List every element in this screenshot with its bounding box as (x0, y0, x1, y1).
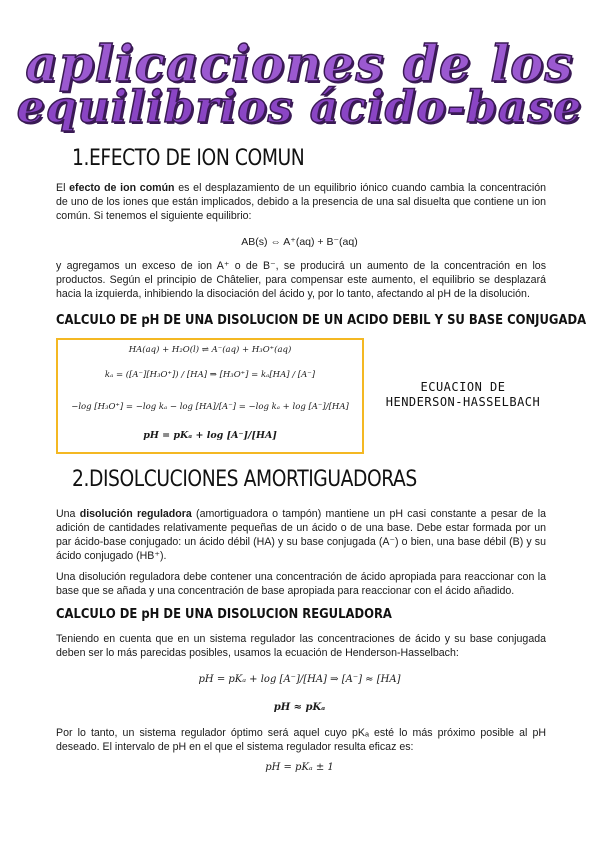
section2-heading: 2.DISOLCUCIONES AMORTIGUADORAS (72, 467, 417, 492)
equilibrium-equation: AB(s) ⇔ A⁺(aq) + B⁻(aq) (241, 236, 358, 248)
formula-box (56, 338, 364, 454)
henderson-hasselbach-label: ECUACION DE HENDERSON-HASSELBACH (385, 380, 541, 409)
title-line-1: aplicaciones de los (25, 34, 574, 93)
subheading-buffer: CALCULO DE pH DE UNA DISOLUCION REGULADORA (56, 606, 392, 622)
section1-heading: 1.EFECTO DE ION COMUN (72, 146, 305, 171)
section1-paragraph2: y agregamos un exceso de ion A⁺ o de B⁻, se producirá un aumento de la concentración en los productos. Según el principio de Châtelier, para compensar este aumento, el equilibrio se desplazará hacia la izquierda, inhibiendo la disociación del ácido y, por lo tanto, afectando al pH de la disolución. (56, 260, 546, 300)
term-efecto-ion-comun: efecto de ion común (69, 182, 175, 194)
section3-paragraph2: Por lo tanto, un sistema regulador óptimo será aquel cuyo pKₐ esté lo más próximo posible al pH deseado. El intervalo de pH en el que el sistema regulador resulta eficaz es: (56, 727, 546, 753)
section1-paragraph1: El efecto de ion común es el desplazamiento de un equilibrio iónico cuando cambia la concentración de uno de los iones que están implicados, debido a la presencia de una sal disuelta que contiene un ion común. Si tenemos el siguiente equilibrio: (56, 182, 546, 222)
section2-paragraph1: Una disolución reguladora (amortiguadora o tampón) mantiene un pH casi constante a pesar de la adición de cantidades relativamente pequeñas de un ácido o de una base. Debe estar formada por un par ácido-base conjugado: un ácido débil (HA) y su base conjugada (A⁻) o bien, una base débil (B) y su ácido conjugado (HB⁺). (56, 508, 546, 562)
term-disolucion-reguladora: disolución reguladora (79, 508, 192, 520)
section3-paragraph1: Teniendo en cuenta que en un sistema regulador las concentraciones de ácido y su base conjugada deben ser lo más parecidas posibles, usamos la ecuación de Henderson-Hasselbach: (56, 633, 546, 659)
subheading-weak-acid: CALCULO DE pH DE UNA DISOLUCION DE UN ACIDO DEBIL Y SU BASE CONJUGADA (56, 312, 587, 328)
box-equation-1: HA(aq) + H₂O(l) ⇌ A⁻(aq) + H₃O⁺(aq) (128, 345, 292, 355)
box-equation-3: −log [H₃O⁺] = −log kₐ − log [HA]/[A⁻] = −log kₐ + log [A⁻]/[HA] (71, 402, 349, 412)
box-equation-4: pH = pKₐ + log [A⁻]/[HA] (143, 430, 277, 441)
section3-equation-1: pH = pKₐ + log [A⁻]/[HA] ⇒ [A⁻] ≈ [HA] (198, 674, 401, 685)
title-line-2: equilibrios ácido-base (16, 82, 583, 133)
section3-equation-3: pH = pKₐ ± 1 (265, 762, 334, 773)
section3-equation-2: pH ≈ pKₐ (273, 702, 326, 713)
section2-paragraph2: Una disolución reguladora debe contener una concentración de ácido apropiada para reaccionar con la base que se añada y una concentración de base apropiada para reaccionar con el ácido añadido. (56, 571, 546, 597)
box-equation-2: kₐ = ([A⁻][H₃O⁺]) / [HA] ⇒ [H₃O⁺] = kₐ[HA] / [A⁻] (104, 370, 316, 380)
